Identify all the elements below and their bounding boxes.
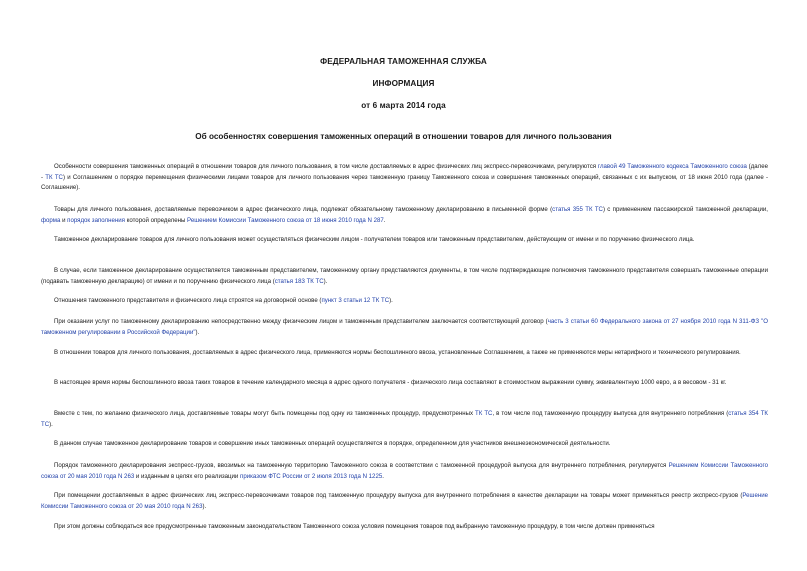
link-decision-263-2[interactable]: Решение Комиссии Таможенного союза от 20 мая 2010 года N 263 (41, 492, 768, 510)
paragraph-4: В случае, если таможенное декларирование осуществляется таможенным представителем, таможенному органу представляются документы, в том числе подтверждающие полномочия таможенного представителя совершать таможенные операции (подавать таможенную декларацию) от имени и по поручению физического лица (статья 183 ТК ТС). (41, 267, 768, 285)
link-article-354[interactable]: статья 354 ТК ТС (41, 410, 768, 428)
link-article-355[interactable]: статья 355 ТК ТС (552, 206, 603, 213)
doc-date: от 6 марта 2014 года (361, 101, 446, 110)
link-form[interactable]: форма (41, 216, 61, 224)
link-fill-procedure[interactable]: порядок заполнения (67, 216, 125, 224)
link-chapter-49[interactable]: главой 49 Таможенного кодекса Таможенного союза (597, 163, 747, 170)
paragraph-2: Товары для личного пользования, доставляемые перевозчиком в адрес физического лица, подлежат обязательному таможенному декларированию в письменной форме (статья 355 ТК ТС) с применением пассажирской таможенной декларации, форма и порядок заполнения которой определены Решением Комиссии Таможенного союза от 18 июня 2010 года N 287. (41, 206, 769, 224)
paragraph-7: В отношении товаров для личного пользования, доставляемых в адрес физического лица, применяются нормы беспошлинного ввоза, установленные Соглашением, а также не применяются меры нетарифного и технического регулирования. (54, 349, 741, 356)
link-article-183[interactable]: статья 183 ТК ТС (274, 277, 324, 285)
paragraph-10: В данном случае таможенное декларирование товаров и совершение иных таможенных операций осуществляется в порядке, определенном для участников внешнеэкономической деятельности. (54, 440, 611, 447)
link-article-12[interactable]: пункт 3 статьи 12 ТК ТС (321, 297, 390, 304)
link-tk-ts[interactable]: ТК ТС (45, 173, 63, 181)
paragraph-6: При оказании услуг по таможенному декларированию непосредственно между физическим лицом и таможенным представителем заключается соответствующий договор (часть 3 статьи 60 Федерального закона от 27 ноября 2010 года N 311-ФЗ "О таможенном регулировании в Российской Федерации"). (41, 318, 768, 336)
link-order-1225[interactable]: приказом ФТС России от 2 июля 2013 года N 1225 (240, 472, 383, 480)
link-decision-263[interactable]: Решением Комиссии Таможенного союза от 20 мая 2010 года N 263 (41, 462, 768, 480)
paragraph-13: При этом должны соблюдаться все предусмотренные таможенным законодательством Таможенного союза условия помещения товаров под выбранную таможенную процедуру, в том числе должен применяться (54, 523, 655, 530)
paragraph-1: Особенности совершения таможенных операций в отношении товаров для личного пользования, в том числе доставляемых в адрес физических лиц экспресс-перевозчиками, регулируются главой 49 Таможенного кодекса Таможенного союза (далее - ТК ТС) и Соглашением о порядке перемещения физическими лицами товаров для личного пользования через таможенную границу Таможенного союза и совершения таможенных операций, связанных с их выпуском, от 18 июня 2010 года (далее - Соглашение). (41, 163, 769, 191)
agency-heading: ФЕДЕРАЛЬНАЯ ТАМОЖЕННАЯ СЛУЖБА (320, 57, 487, 66)
paragraph-9: Вместе с тем, по желанию физического лица, доставляемые товары могут быть помещены под одну из таможенных процедур, предусмотренных ТК ТС, в том числе под таможенную процедуру выпуска для внутреннего потребления (статья 354 ТК ТС). (41, 410, 768, 428)
paragraph-5: Отношения таможенного представителя и физического лица строятся на договорной основе (пункт 3 статьи 12 ТК ТС). (54, 297, 393, 304)
link-decision-287[interactable]: Решением Комиссии Таможенного союза от 18 июня 2010 года N 287 (187, 216, 384, 224)
doc-type-heading: ИНФОРМАЦИЯ (372, 79, 435, 88)
paragraph-8: В настоящее время нормы беспошлинного ввоза таких товаров в течение календарного месяца в адрес одного получателя - физического лица составляют в стоимостном выражении сумму, эквивалентную 1000 евро, а в весовом - 31 кг. (54, 379, 727, 386)
document-title: Об особенностях совершения таможенных операций в отношении товаров для личного пользования (195, 132, 612, 141)
paragraph-11: Порядок таможенного декларирования экспресс-грузов, ввозимых на таможенную территорию Таможенного союза в соответствии с таможенной процедурой выпуска для внутреннего потребления, регулируется Решением Комиссии Таможенного союза от 20 мая 2010 года N 263 и изданным в целях его реализации приказом ФТС России от 2 июля 2013 года N 1225. (41, 462, 768, 480)
link-tk-ts-2[interactable]: ТК ТС (475, 410, 493, 417)
link-federal-law-311[interactable]: часть 3 статьи 60 Федерального закона от 27 ноября 2010 года N 311-ФЗ "О таможенном регулировании в Российской Федерации" (41, 318, 768, 336)
paragraph-3: Таможенное декларирование товаров для личного пользования может осуществляться физическим лицом - получателем товаров или таможенным представителем, действующим от имени и по поручению физического лица. (54, 236, 695, 243)
paragraph-12: При помещении доставляемых в адрес физических лиц экспресс-перевозчиками товаров под таможенную процедуру выпуска для внутреннего потребления в качестве декларации на товары может применяться реестр экспресс-грузов (Решение Комиссии Таможенного союза от 20 мая 2010 года N 263). (41, 492, 768, 510)
